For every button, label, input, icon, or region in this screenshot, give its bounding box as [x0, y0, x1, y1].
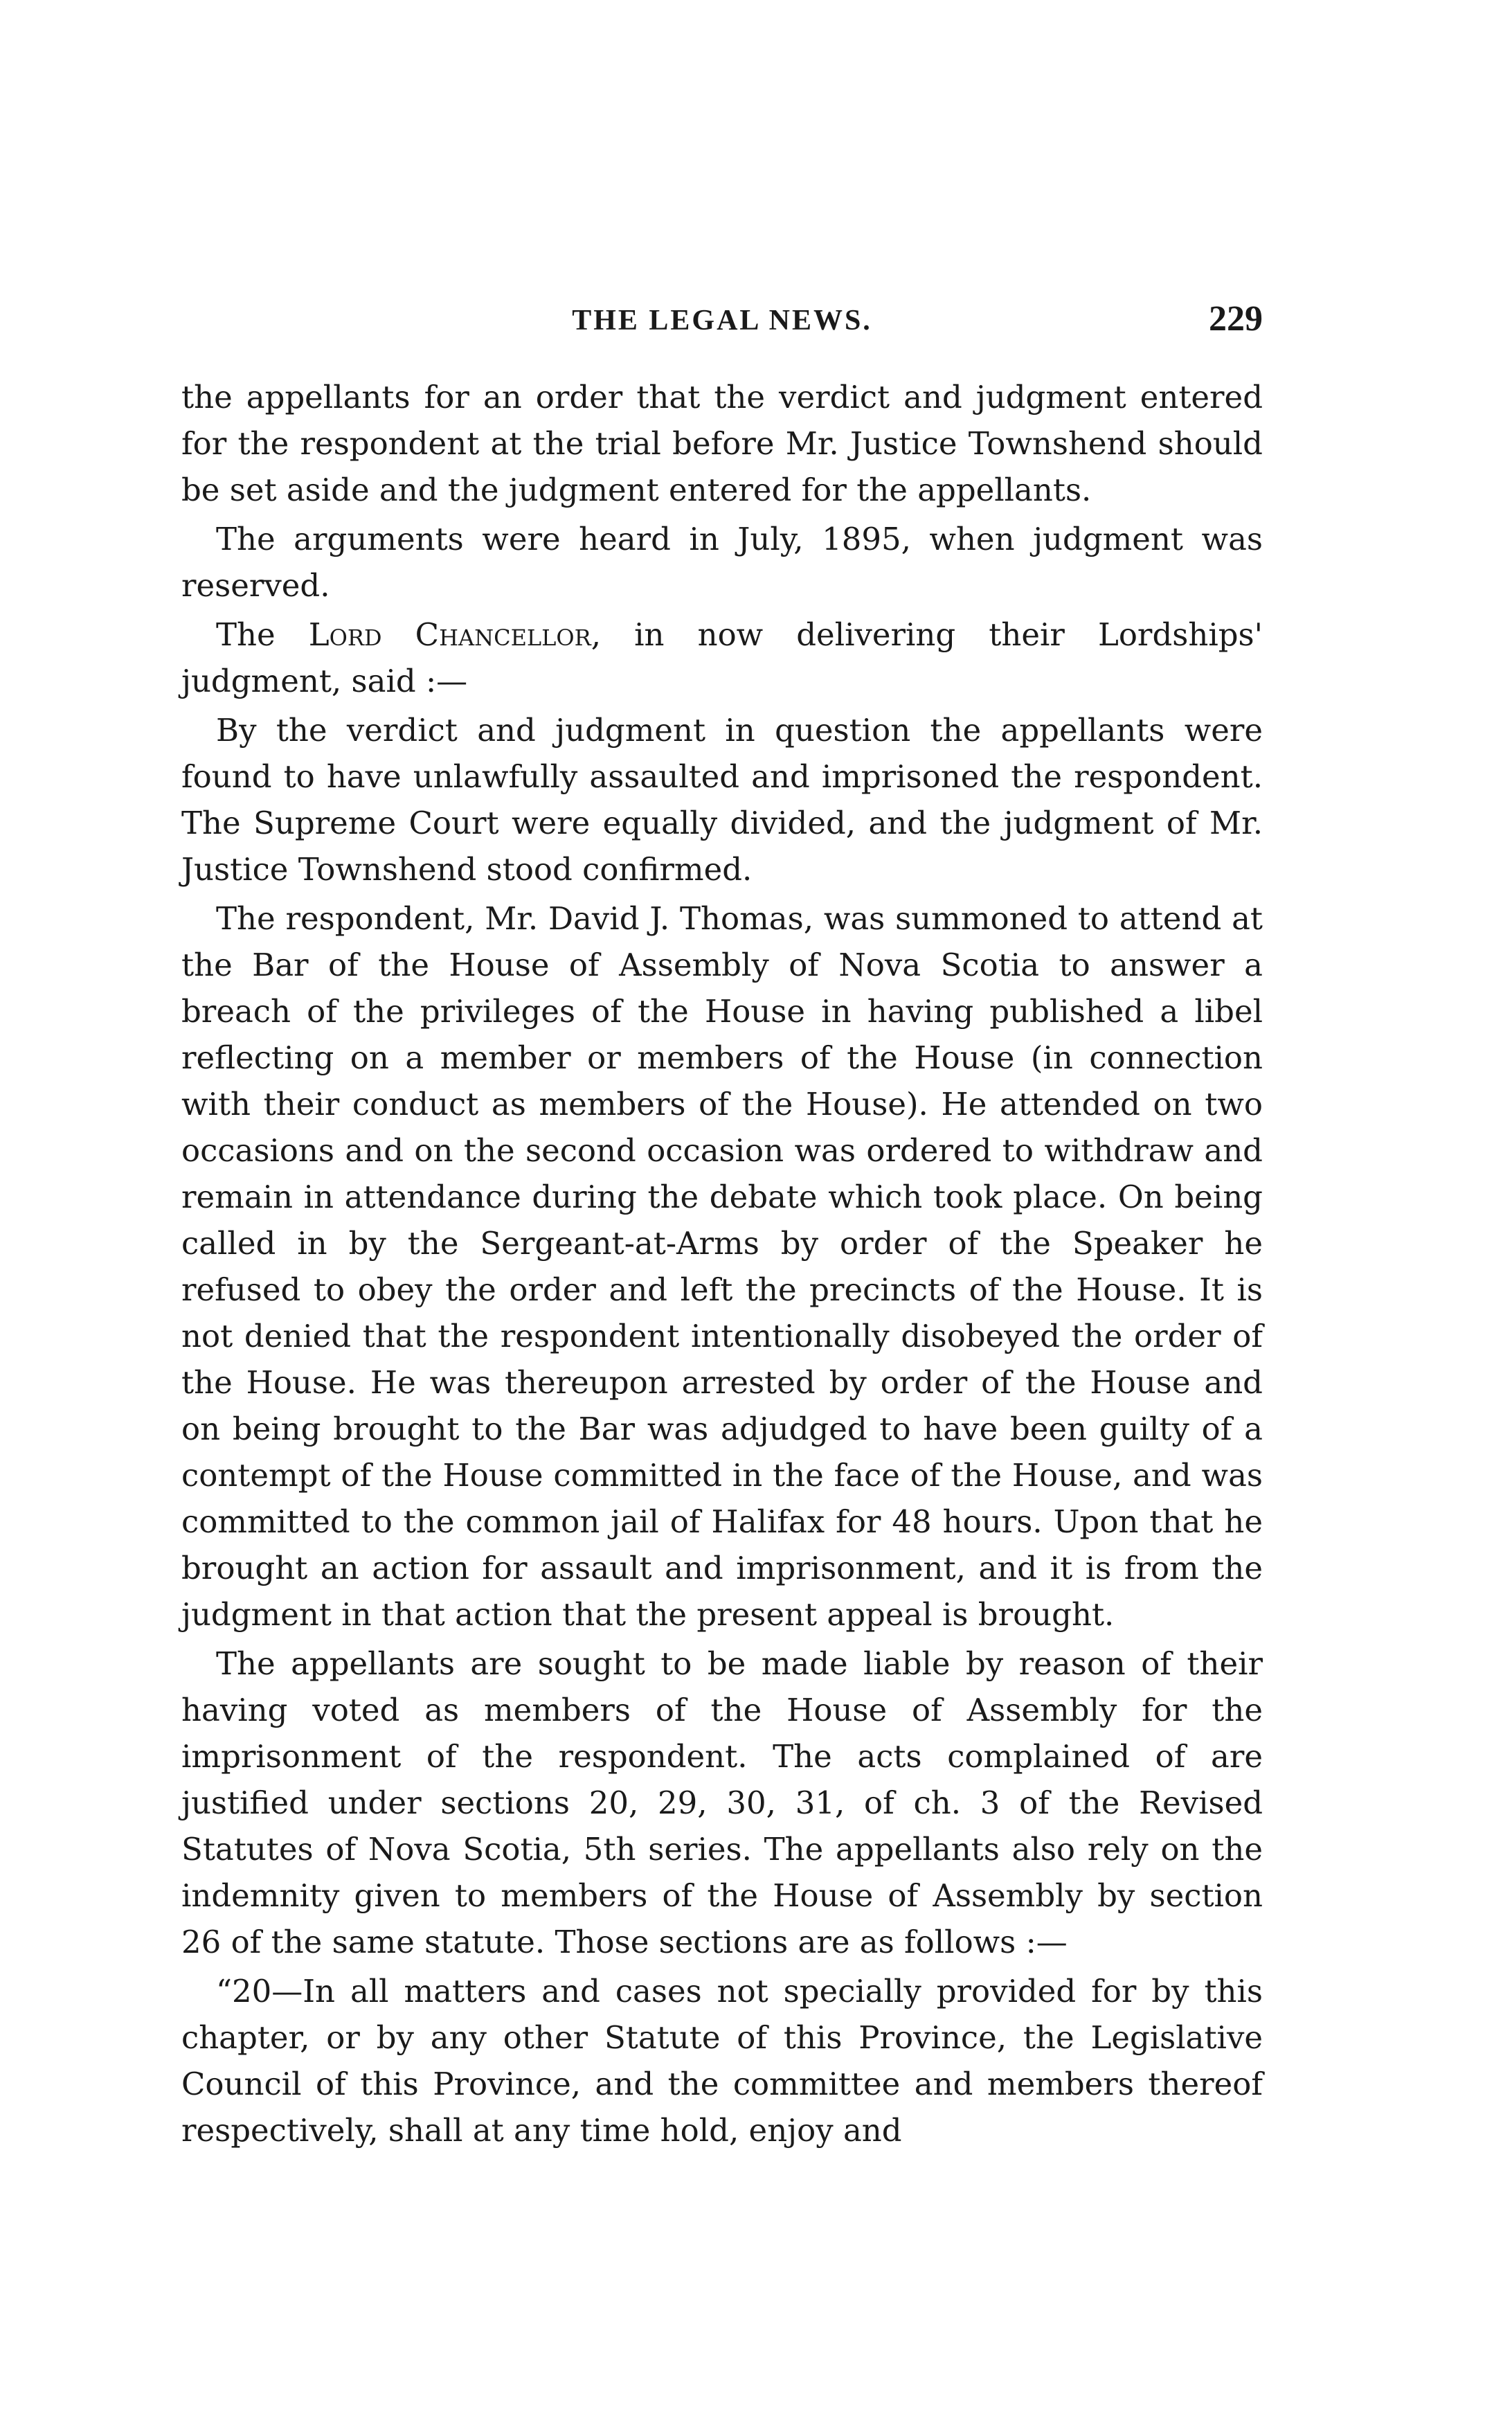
paragraph-3 [181, 611, 1263, 704]
lord-chancellor-name: Lord Chancellor [308, 616, 591, 653]
paragraph-3-lead: The [216, 616, 309, 653]
paragraph-2: The arguments were heard in July, 1895, when judgment was reserved. [181, 521, 1263, 604]
paragraph-7-quotation: “20—In all matters and cases not specially provided for by this chapter, or by any other Statute of this Province, the Legislative Council of this Province, and the committee and members thereof respectively, shall at any time hold, enjoy and [181, 1973, 1263, 2149]
running-title: THE LEGAL NEWS. [572, 305, 872, 337]
paragraph-5: The respondent, Mr. David J. Thomas, was summoned to attend at the Bar of the House of Assembly of Nova Scotia to answer a breach of the privileges of the House in having published a libel reflecting on a member or members of the House (in connection with their conduct as members of the House). He attended on two occasions and on the second occasion was ordered to withdraw and remain in attendance during the debate which took place. On being called in by the Sergeant-at-Arms by order of the Speaker he refused to obey the order and left the precincts of the House. It is not denied that the respondent intentionally disobeyed the order of the House. He was thereupon arrested by order of the House and on being brought to the Bar was adjudged to have been guilty of a contempt of the House committed in the face of the House, and was committed to the common jail of Halifax for 48 hours. Upon that he brought an action for assault and imprisonment, and it is from the judgment in that action that the present appeal is brought. [181, 900, 1263, 1633]
paragraph-6: The appellants are sought to be made liable by reason of their having voted as members of the House of Assembly for the imprisonment of the respondent. The acts complained of are justified under sections 20, 29, 30, 31, of ch. 3 of the Revised Statutes of Nova Scotia, 5th series. The appellants also rely on the indemnity given to members of the House of Assembly by section 26 of the same statute. Those sections are as follows :— [181, 1645, 1263, 1960]
body-text [181, 374, 1263, 2156]
page-header [181, 294, 1263, 343]
paragraph-1: the appellants for an order that the verdict and judgment entered for the respondent at the trial before Mr. Justice Townshend should be set aside and the judgment entered for the appellants. [181, 379, 1263, 508]
page-number: 229 [1209, 299, 1263, 339]
paragraph-4: By the verdict and judgment in question the appellants were found to have unlawfully assaulted and imprisoned the respondent. The Supreme Court were equally divided, and the judgment of Mr. Justice Townshend stood confirmed. [181, 712, 1263, 888]
paragraph-3-rest: , in now delivering their Lordships' judgment, said :— [181, 616, 1263, 699]
